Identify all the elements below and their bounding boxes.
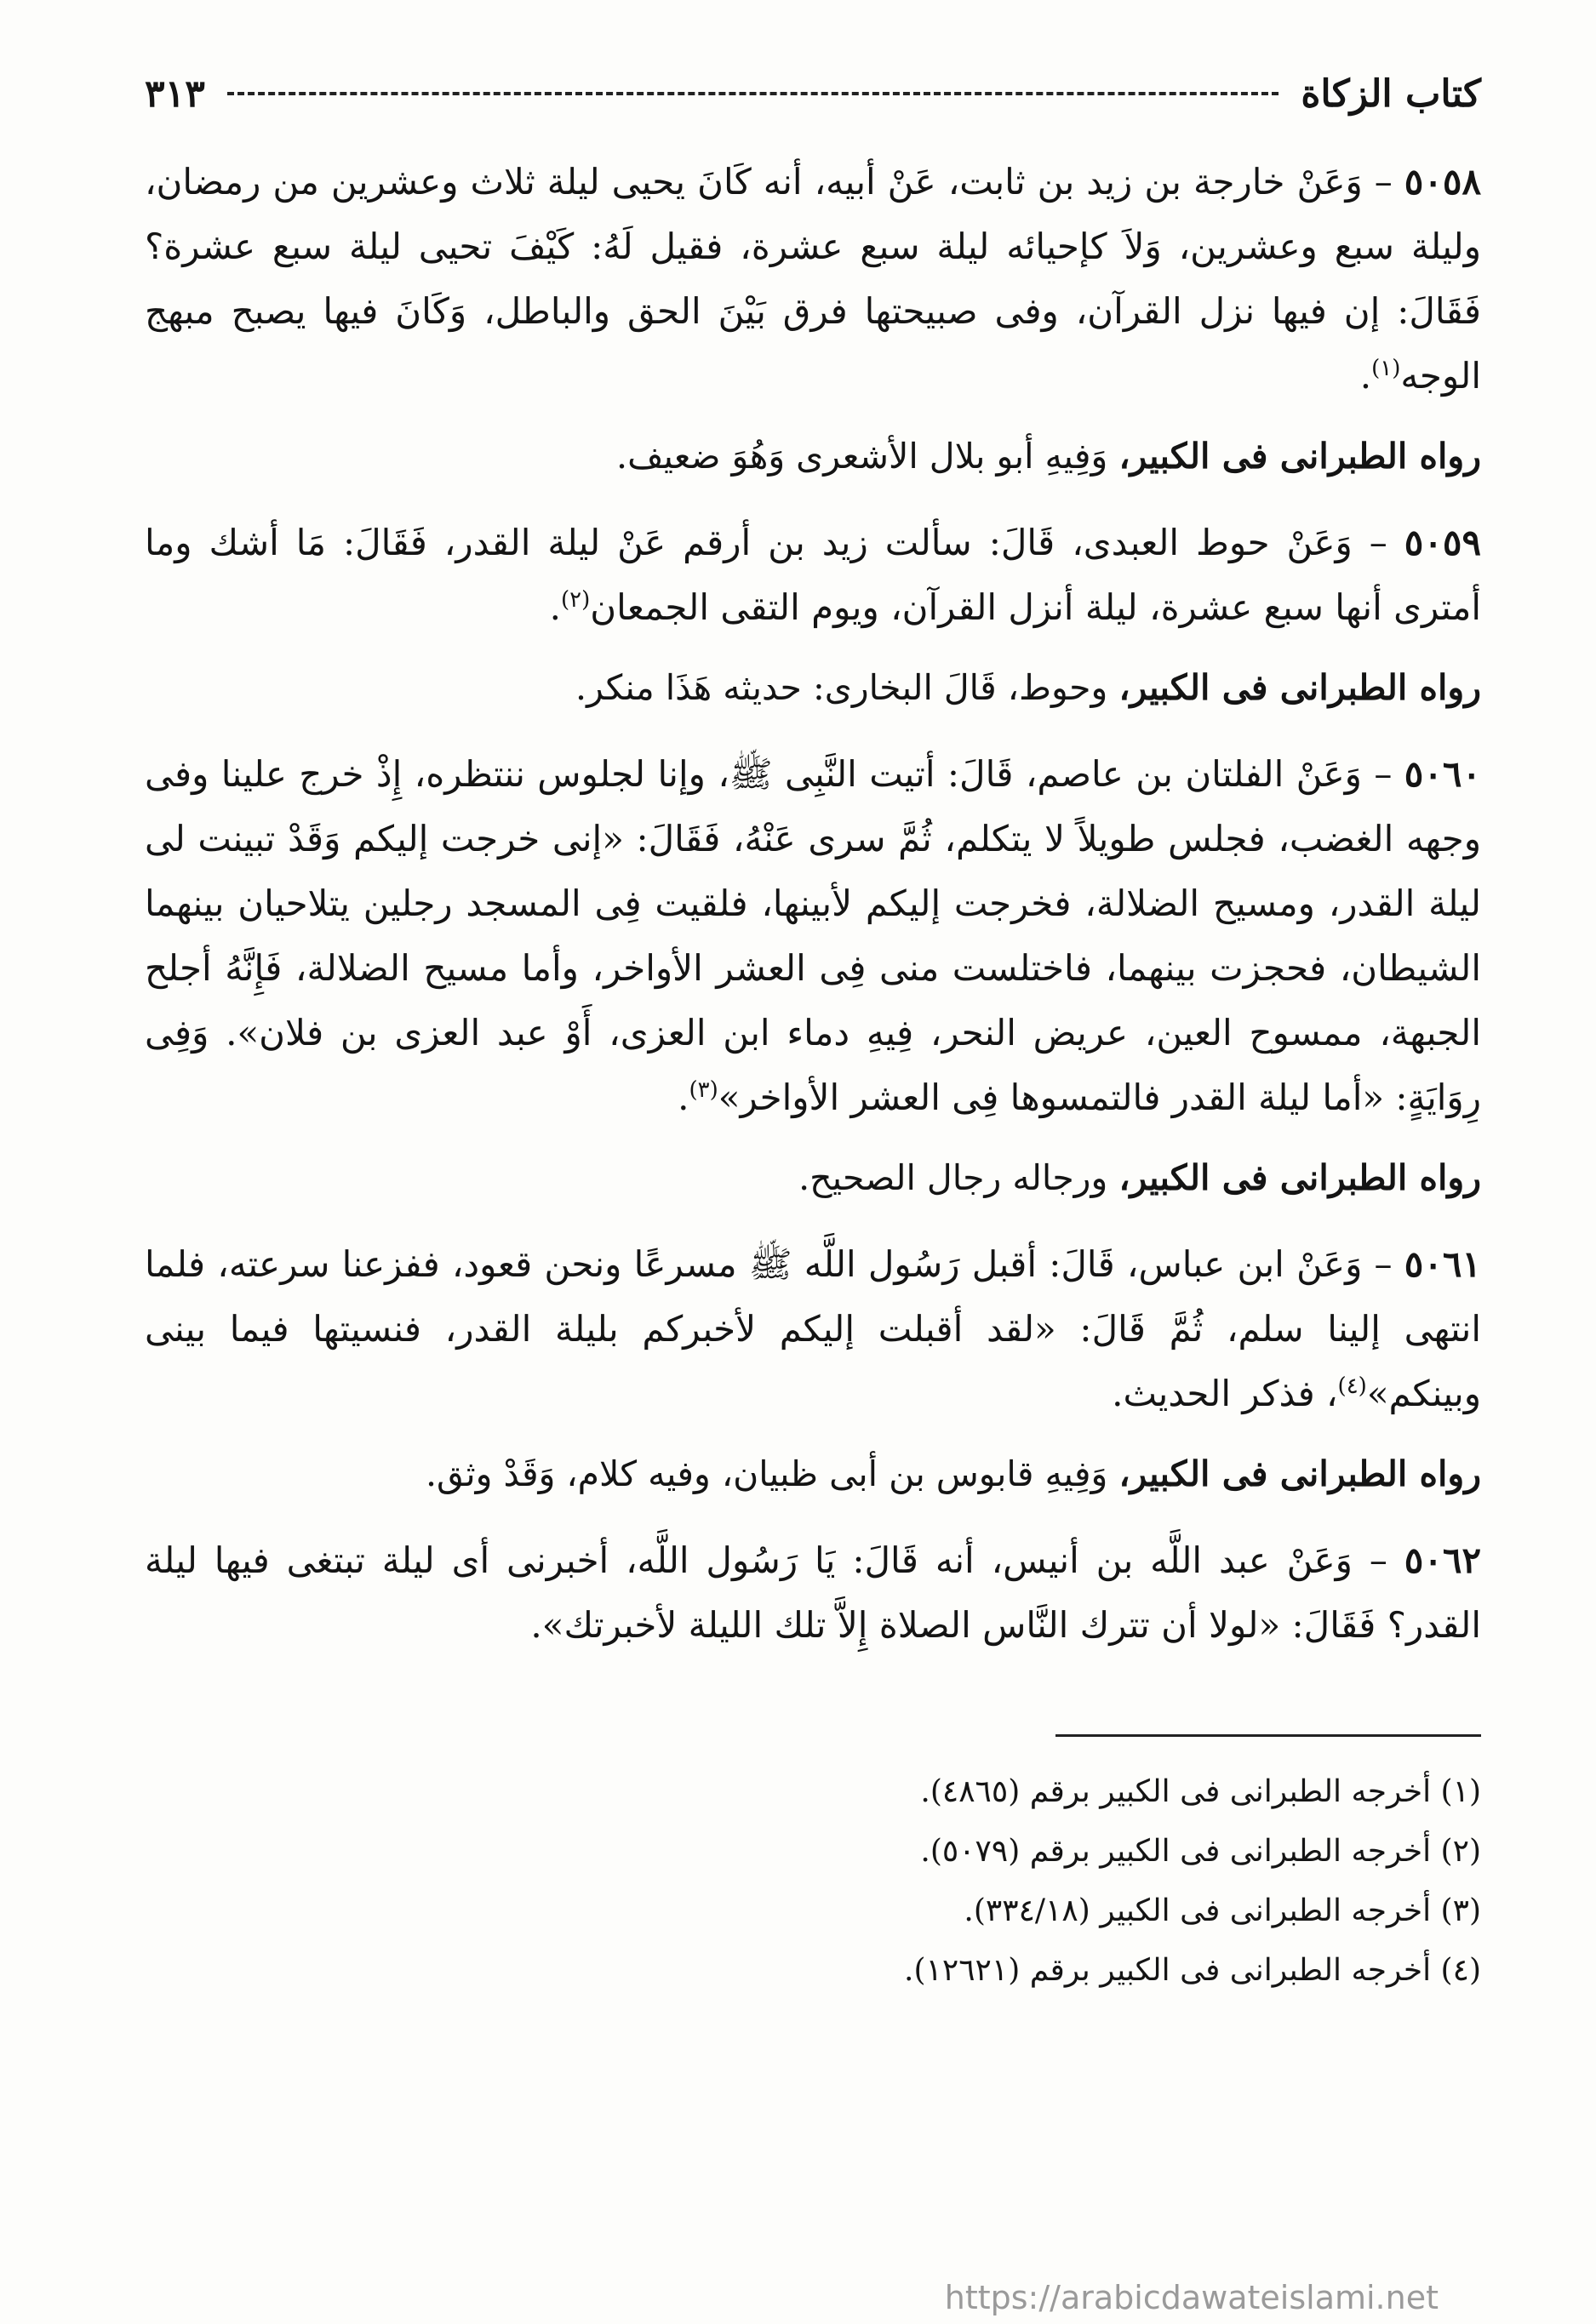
hadith-end: . — [549, 586, 561, 628]
header-rule — [227, 92, 1279, 95]
page-number: ٣١٣ — [145, 71, 205, 116]
page-header — [145, 60, 1481, 128]
footnote-item: (١) أخرجه الطبرانى فى الكبير برقم (٤٨٦٥). — [920, 1774, 1481, 1809]
hadith-text: – وَعَنْ حوط العبدى، قَالَ: سألت زيد بن أرقم عَنْ ليلة القدر، فَقَالَ: مَا أشك وما أمترى أنها سبع عشرة، ليلة أنزل القرآن، ويوم التقى الجمعان — [145, 522, 1481, 628]
hadith-text: – وَعَنْ خارجة بن زيد بن ثابت، عَنْ أبيه، أنه كَانَ يحيى ليلة ثلاث وعشرين من رمضان، وليلة سبع وعشرين، وَلاَ كإحيائه ليلة سبع عشرة، فقيل لَهُ: كَيْفَ تحيى ليلة سبع عشرة؟ فَقَالَ: إن فيها نزل القرآن، وفى صبيحتها فرق بَيْنَ الحق والباطل، وَكَانَ فيها يصبح مبهج الوجه — [145, 161, 1481, 397]
hadith-text: – وَعَنْ عبد اللَّه بن أنيس، أنه قَالَ: يَا رَسُول اللَّه، أخبرنى أى ليلة تبتغى فيها ليلة القدر؟ فَقَالَ: «لولا أن تترك النَّاس الصلاة إِلاَّ تلك الليلة لأخبرتك». — [145, 1539, 1481, 1646]
source-comment: وحوط، قَالَ البخارى: حديثه هَذَا منكر. — [575, 667, 1119, 708]
hadith-end: . — [1359, 355, 1372, 397]
hadith-number: ٥٠٦٠ — [1404, 753, 1481, 795]
hadith-number: ٥٠٥٨ — [1404, 161, 1481, 203]
book-title: كتاب الزكاة — [1301, 71, 1481, 116]
footnote-item: (٤) أخرجه الطبرانى فى الكبير برقم (١٢٦٢١). — [904, 1953, 1481, 1988]
narration-source — [145, 655, 1481, 720]
narration-source — [145, 424, 1481, 488]
footnote-item: (٢) أخرجه الطبرانى فى الكبير برقم (٥٠٧٩). — [920, 1834, 1481, 1869]
source-comment: ورجاله رجال الصحيح. — [798, 1157, 1119, 1198]
narration-source — [145, 1442, 1481, 1506]
footnote-marker: (٢) — [560, 587, 591, 613]
hadith-text: – وَعَنْ ابن عباس، قَالَ: أقبل رَسُول اللَّه ﷺ مسرعًا ونحن قعود، ففزعنا سرعته، فلما انتهى إلينا سلم، ثُمَّ قَالَ: «لقد أقبلت إليكم لأخبركم بليلة القدر، فنسيتها فيما بينى وبينكم» — [145, 1243, 1481, 1414]
hadith-end: ، فذكر الحديث. — [1112, 1373, 1338, 1414]
hadith-number: ٥٠٦٢ — [1404, 1539, 1481, 1581]
footnote-divider — [1055, 1734, 1481, 1737]
hadith-paragraph — [145, 511, 1481, 640]
book-page — [145, 60, 1481, 2289]
hadith-paragraph — [145, 1232, 1481, 1426]
hadith-number: ٥٠٥٩ — [1404, 522, 1481, 563]
hadith-end: . — [678, 1076, 689, 1118]
source-reference: رواه الطبرانى فى الكبير، — [1118, 1453, 1481, 1494]
hadith-text: – وَعَنْ الفلتان بن عاصم، قَالَ: أتيت النَّبِى ﷺ، وإنا لجلوس ننتظره، إِذْ خرج علينا وفى وجهه الغضب، فجلس طويلاً لا يتكلم، ثُمَّ سرى عَنْهُ، فَقَالَ: «إنى خرجت إليكم وَقَدْ تبينت لى ليلة القدر، ومسيح الضلالة، فخرجت إليكم لأبينها، فلقيت فِى المسجد رجلين يتلاحيان بينهما الشيطان، فحجزت بينهما، فاختلست منى فِى العشر الأواخر، وأما مسيح الضلالة، فَإِنَّهُ أجلح الجبهة، ممسوح العين، عريض النحر، فِيهِ دماء ابن العزى، أَوْ عبد العزى بن فلان». وَفِى رِوَايَةٍ: «أما ليلة القدر فالتمسوها فِى العشر الأواخر» — [145, 753, 1481, 1118]
footnote-marker: (٤) — [1337, 1373, 1367, 1399]
hadith-paragraph — [145, 742, 1481, 1130]
source-comment: وَفِيهِ أبو بلال الأشعرى وَهُوَ ضعيف. — [616, 436, 1119, 477]
source-reference: رواه الطبرانى فى الكبير، — [1118, 667, 1481, 708]
source-comment: وَفِيهِ قابوس بن أبى ظبيان، وفيه كلام، وَقَدْ وثق. — [426, 1453, 1119, 1494]
footnote-item: (٣) أخرجه الطبرانى فى الكبير (٣٣٤/١٨). — [964, 1893, 1481, 1928]
source-reference: رواه الطبرانى فى الكبير، — [1118, 436, 1481, 477]
hadith-paragraph — [145, 150, 1481, 408]
page-body — [145, 150, 1481, 2001]
footnote-marker: (٣) — [689, 1077, 718, 1103]
watermark-url: https://arabicdawateislami.net — [944, 2279, 1439, 2316]
hadith-number: ٥٠٦١ — [1404, 1243, 1481, 1285]
hadith-paragraph — [145, 1528, 1481, 1658]
source-reference: رواه الطبرانى فى الكبير، — [1118, 1157, 1481, 1198]
footnotes — [145, 1762, 1481, 2001]
footnote-marker: (١) — [1371, 356, 1401, 381]
narration-source — [145, 1145, 1481, 1210]
